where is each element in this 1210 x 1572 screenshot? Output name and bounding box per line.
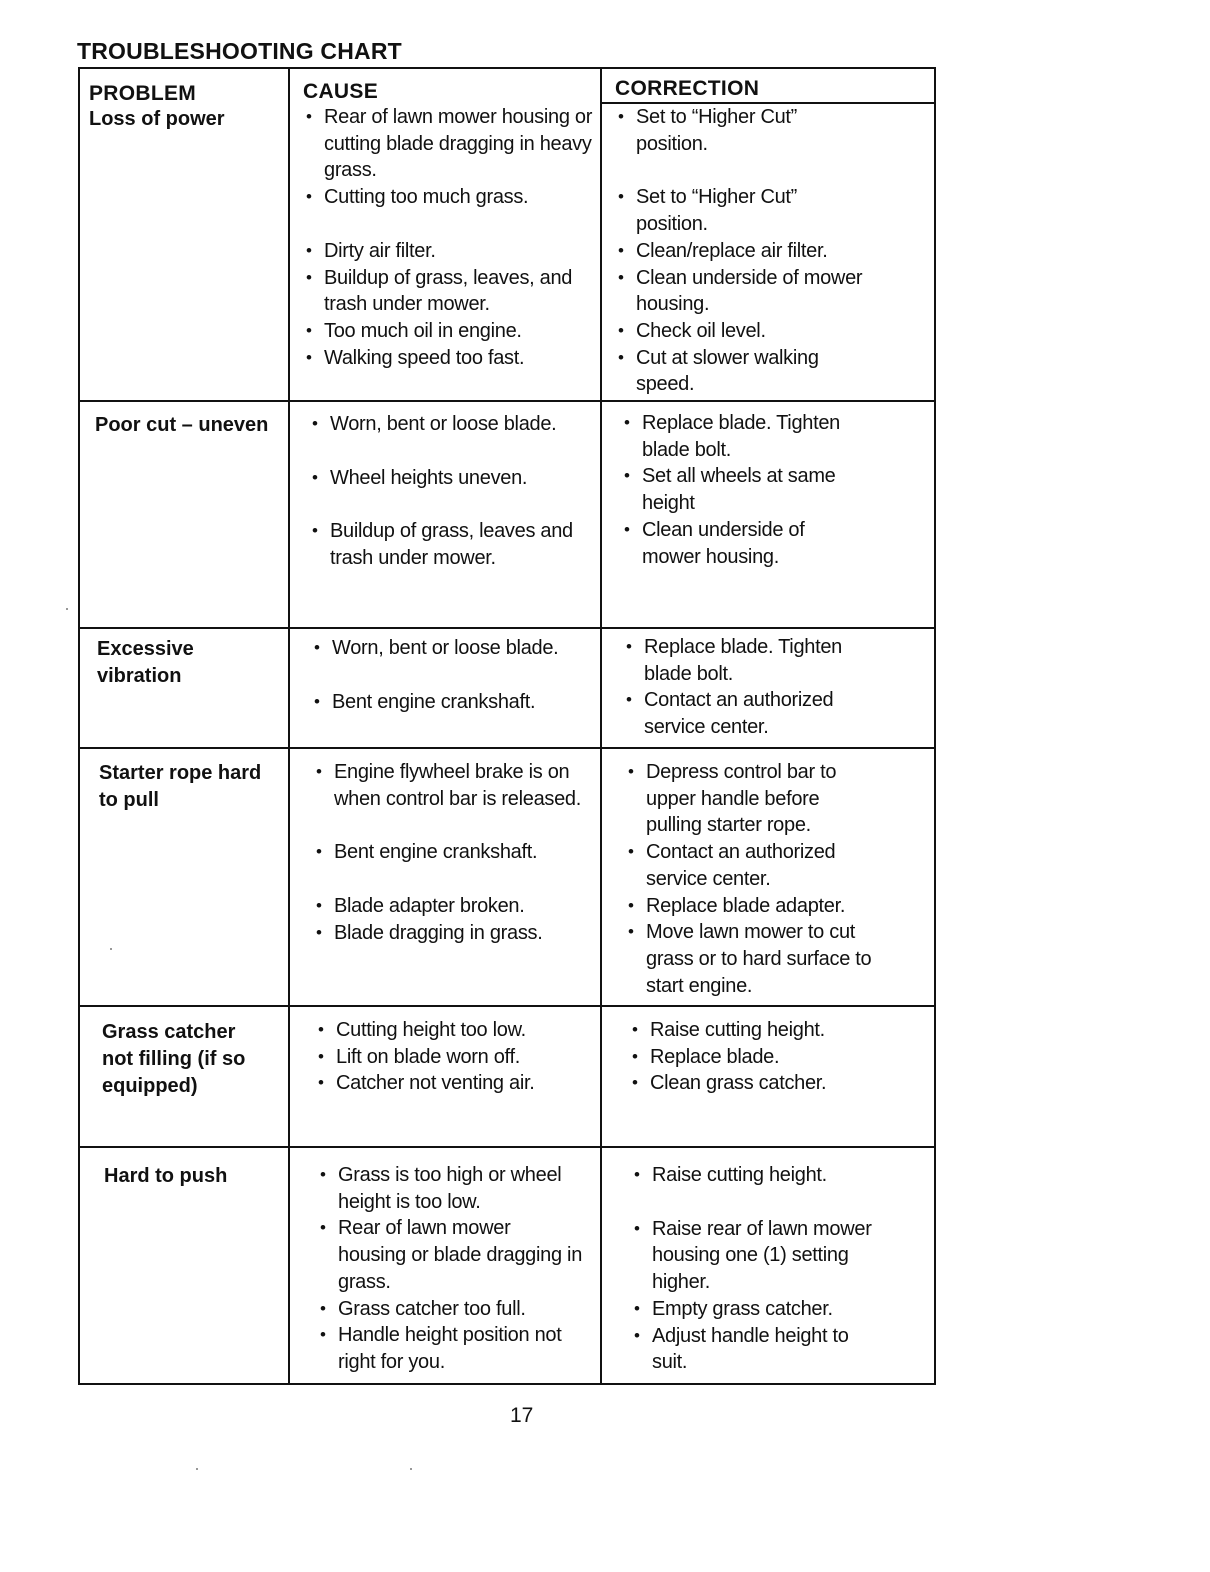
list-item: • Clean/replace air filter. xyxy=(616,238,921,265)
page-title: TROUBLESHOOTING CHART xyxy=(77,38,402,64)
list-item: • Replace blade. Tighten blade bolt. xyxy=(624,634,884,687)
cause-list-starter-rope xyxy=(314,759,599,947)
table-border-bottom xyxy=(78,1383,936,1385)
list-item: • Buildup of grass, leaves and trash under mower. xyxy=(310,518,575,571)
scan-speck xyxy=(66,608,68,610)
cause-list-excessive-vibration xyxy=(312,635,597,715)
list-item: • Worn, bent or loose blade. xyxy=(310,411,595,438)
row-divider-2 xyxy=(78,627,936,629)
list-item: • Contact an authorized service center. xyxy=(626,839,871,892)
list-item: • Replace blade. Tighten blade bolt. xyxy=(622,410,882,463)
list-item: • Blade dragging in grass. xyxy=(314,920,599,947)
list-item: • Lift on blade worn off. xyxy=(316,1044,601,1071)
correction-list-excessive-vibration xyxy=(624,634,929,741)
list-item: • Catcher not venting air. xyxy=(316,1070,601,1097)
header-problem: PROBLEM xyxy=(89,82,197,105)
cause-list-grass-catcher xyxy=(316,1017,601,1097)
list-item: • Cutting too much grass. xyxy=(304,184,594,211)
list-item: • Blade adapter broken. xyxy=(314,893,599,920)
list-item: • Buildup of grass, leaves, and trash under mower. xyxy=(304,265,594,318)
list-item: • Worn, bent or loose blade. xyxy=(312,635,597,662)
list-item: • Bent engine crankshaft. xyxy=(314,839,599,866)
list-item: • Set to “Higher Cut” position. xyxy=(616,184,836,237)
list-item: • Raise cutting height. xyxy=(632,1162,932,1189)
list-item: • Clean underside of mower housing. xyxy=(616,265,901,318)
cause-list-hard-to-push xyxy=(318,1162,598,1376)
problem-hard-to-push: Hard to push xyxy=(104,1165,228,1187)
row-divider-5 xyxy=(78,1146,936,1148)
list-item: • Raise rear of lawn mower housing one (1) setting higher. xyxy=(632,1216,892,1296)
problem-excessive-vibration: Excessive vibration xyxy=(97,638,194,687)
correction-list-loss-of-power xyxy=(616,104,921,398)
table-border-right xyxy=(934,67,936,1385)
list-item: • Check oil level. xyxy=(616,318,921,345)
problem-poor-cut-uneven: Poor cut – uneven xyxy=(95,414,269,436)
list-item: • Set all wheels at same height xyxy=(622,463,872,516)
problem-grass-catcher-not-filling: Grass catcher not filling (if so equipped) xyxy=(102,1021,246,1097)
correction-list-hard-to-push xyxy=(632,1162,932,1376)
list-item: • Too much oil in engine. xyxy=(304,318,594,345)
table-border-top xyxy=(78,67,936,69)
list-item: • Grass is too high or wheel height is too low. xyxy=(318,1162,588,1215)
header-correction: CORRECTION xyxy=(615,77,760,100)
list-item: • Handle height position not right for you. xyxy=(318,1322,593,1375)
list-item: • Move lawn mower to cut grass or to hard surface to start engine. xyxy=(626,919,891,999)
list-item: • Depress control bar to upper handle before pulling starter rope. xyxy=(626,759,866,839)
scan-speck xyxy=(410,1468,412,1470)
list-item: • Rear of lawn mower housing or blade dragging in grass. xyxy=(318,1215,583,1295)
correction-list-starter-rope xyxy=(626,759,926,999)
row-divider-4 xyxy=(78,1005,936,1007)
correction-list-poor-cut xyxy=(622,410,927,570)
scan-speck xyxy=(196,1468,198,1470)
list-item: • Replace blade. xyxy=(630,1044,930,1071)
cause-list-loss-of-power xyxy=(304,104,594,371)
cause-list-poor-cut xyxy=(310,411,595,572)
list-item: • Raise cutting height. xyxy=(630,1017,930,1044)
list-item: • Dirty air filter. xyxy=(304,238,594,265)
header-cause: CAUSE xyxy=(303,80,379,103)
list-item: • Contact an authorized service center. xyxy=(624,687,874,740)
list-item: • Walking speed too fast. xyxy=(304,345,594,372)
problem-loss-of-power: Loss of power xyxy=(89,108,225,130)
list-item: • Engine flywheel brake is on when control bar is released. xyxy=(314,759,599,812)
row-divider-1 xyxy=(78,400,936,402)
problem-starter-rope-hard: Starter rope hard to pull xyxy=(99,762,262,811)
list-item: • Empty grass catcher. xyxy=(632,1296,932,1323)
troubleshooting-table xyxy=(78,67,948,1385)
list-item: • Adjust handle height to suit. xyxy=(632,1323,872,1376)
list-item: • Cut at slower walking speed. xyxy=(616,345,866,398)
column-divider-correction xyxy=(600,67,602,1385)
list-item: • Clean grass catcher. xyxy=(630,1070,930,1097)
table-border-left xyxy=(78,67,80,1385)
list-item: • Grass catcher too full. xyxy=(318,1296,598,1323)
row-divider-3 xyxy=(78,747,936,749)
correction-list-grass-catcher xyxy=(630,1017,930,1097)
list-item: • Set to “Higher Cut” position. xyxy=(616,104,836,157)
scan-speck xyxy=(110,948,112,950)
list-item: • Rear of lawn mower housing or cutting blade dragging in heavy grass. xyxy=(304,104,594,184)
page-number: 17 xyxy=(510,1404,534,1427)
list-item: • Cutting height too low. xyxy=(316,1017,601,1044)
list-item: • Clean underside of mower housing. xyxy=(622,517,842,570)
list-item: • Bent engine crankshaft. xyxy=(312,689,597,716)
list-item: • Wheel heights uneven. xyxy=(310,465,595,492)
list-item: • Replace blade adapter. xyxy=(626,893,926,920)
